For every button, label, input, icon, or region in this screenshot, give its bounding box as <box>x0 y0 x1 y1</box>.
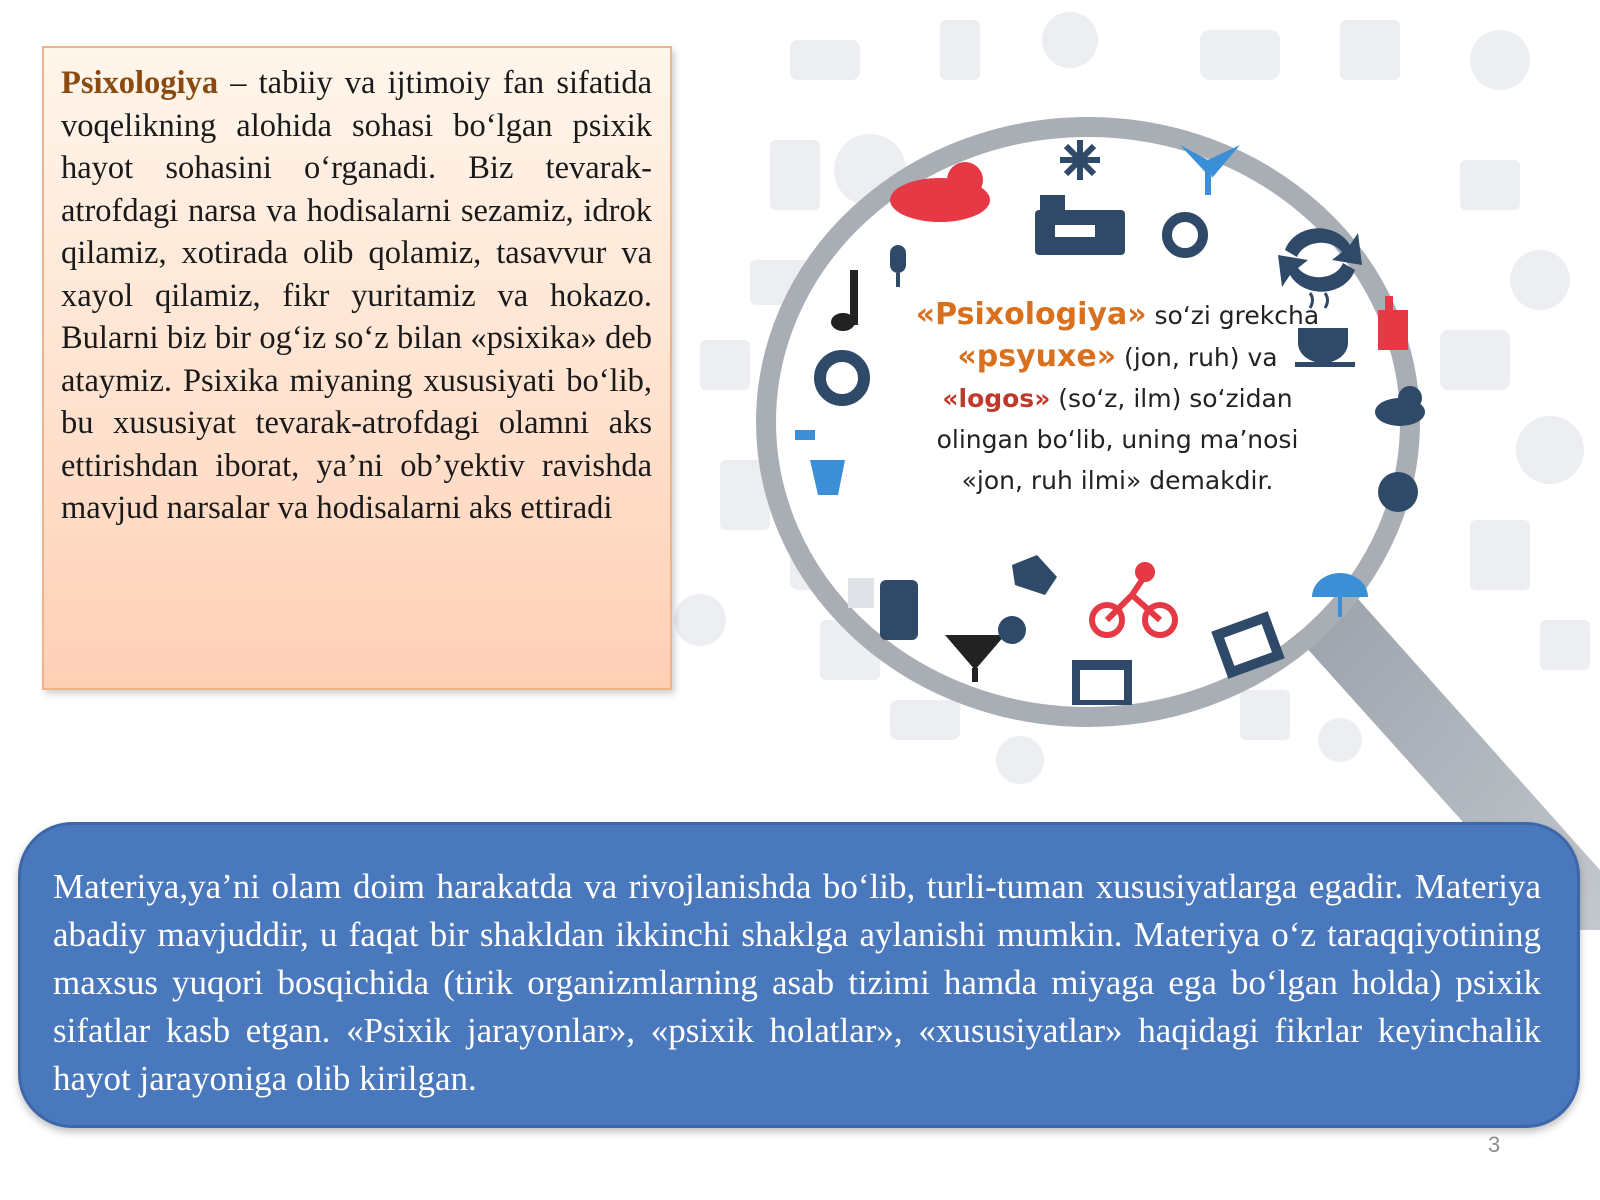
page-number: 3 <box>1488 1132 1501 1157</box>
definition-box <box>42 46 672 690</box>
keyword-psixologiya: «Psixologiya» <box>915 297 1147 332</box>
etymology-part3: (so‘z, ilm) so‘zidan olingan bo‘lib, uning ma’nosi «jon, ruh ilmi» demakdir. <box>936 384 1299 495</box>
matter-paragraph: Materiya,ya’ni olam doim harakatda va rivojlanishda bo‘lib, turli-tuman xususiyatlarga egadir. Materiya abadiy mavjuddir, u faqat bir shakldan ikkinchi shaklga aylanishi mumkin. Materiya o‘z taraqqiyotining maxsus yuqori bosqichida (tirik organizmlarning asab tizimi hamda miyaga ega bo‘lgan holda) psixik sifatlar kasb etgan. «Psixik jarayonlar», «psixik holatlar», «xususiyatlar» haqidagi fikrlar keyinchalik hayot jarayoniga olib kirilgan. <box>53 867 1541 1098</box>
definition-paragraph <box>61 62 652 530</box>
definition-body: – tabiiy va ijtimoiy fan sifatida voqelikning alohida sohasi bo‘lgan psixik hayot sohasini o‘rganadi. Biz tevarak-atrofdagi narsa va hodisalarni sezamiz, idrok qilamiz, xotirada olib qolamiz, tasavvur va xayol qilamiz, fikr yuritamiz va hokazo. Bularni biz bir og‘iz so‘z bilan «psixika» deb ataymiz. Psixika miyaning xususiyati bo‘lib, bu xususiyat tevarak-atrofdagi olamni aks ettirishdan iborat, ya’ni ob’yektiv ravishda mavjud narsalar va hodisalarni aks ettiradi <box>61 65 652 526</box>
definition-term: Psixologiya <box>61 65 219 101</box>
etymology-text <box>915 294 1320 501</box>
matter-box <box>18 822 1580 1128</box>
keyword-logos: «logos» <box>942 384 1051 413</box>
snowflake-icon <box>1060 140 1100 180</box>
basketball-icon <box>1378 472 1418 512</box>
monitor-icon <box>1072 660 1132 705</box>
etymology-part1: so‘zi grekcha <box>1146 301 1320 330</box>
etymology-part2: (jon, ruh) va <box>1116 343 1278 372</box>
keyword-psyuxe: «psyuxe» <box>957 339 1117 374</box>
